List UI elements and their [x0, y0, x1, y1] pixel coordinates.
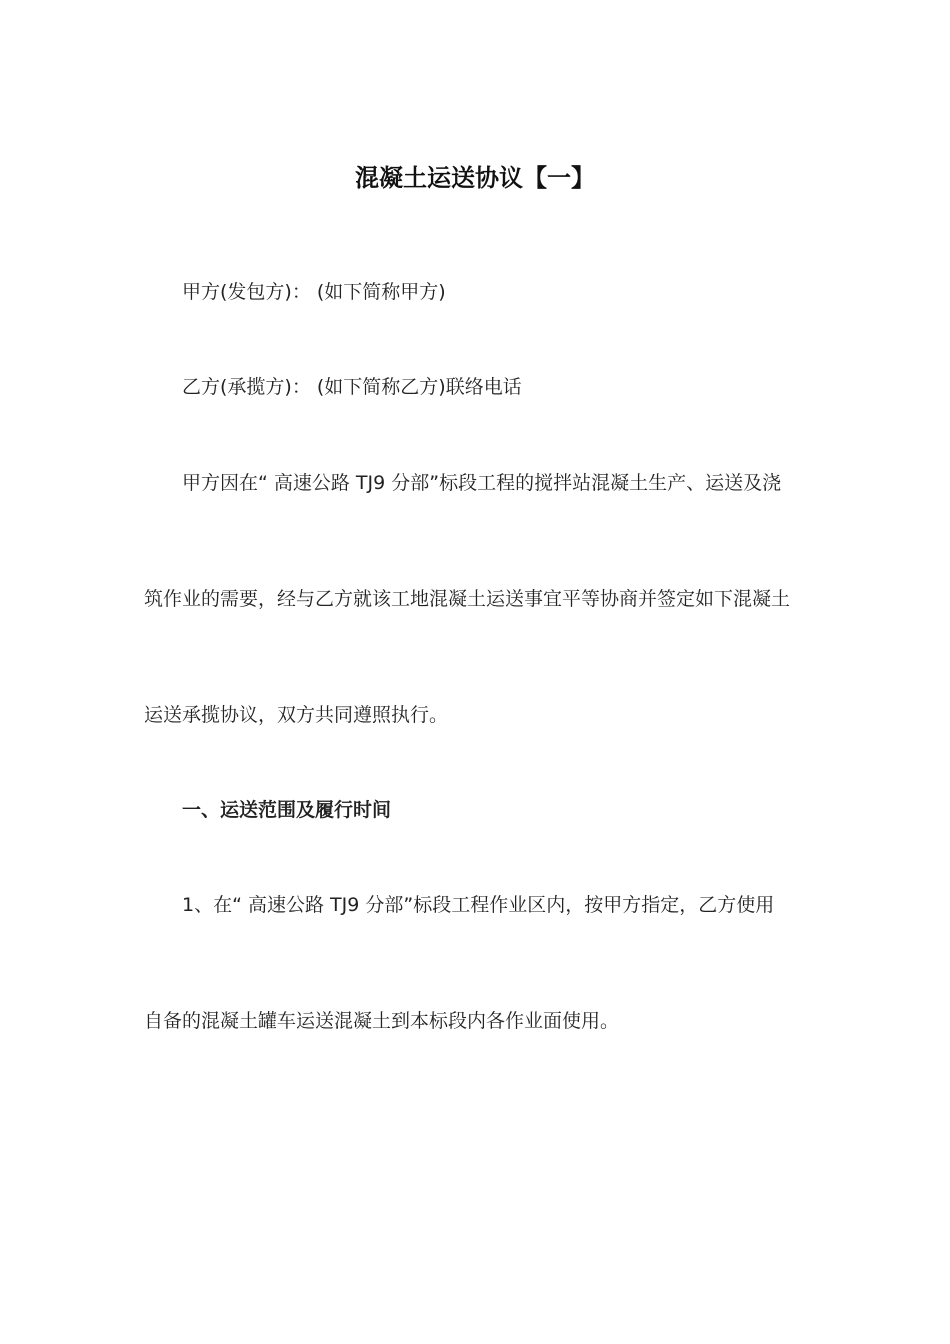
party-b-line: 乙方(承揽方)： (如下简称乙方)联络电话	[182, 376, 522, 398]
intro-line-3: 运送承揽协议，双方共同遵照执行。	[144, 704, 449, 726]
clause-1-line-1: 1、在“ 高速公路 TJ9 分部”标段工程作业区内，按甲方指定，乙方使用	[182, 894, 775, 916]
intro-line-2: 筑作业的需要，经与乙方就该工地混凝土运送事宜平等协商并签定如下混凝土	[144, 588, 791, 610]
party-a-line: 甲方(发包方)： (如下简称甲方)	[182, 281, 446, 303]
document-title: 混凝土运送协议【一】	[355, 164, 595, 192]
clause-1-line-2: 自备的混凝土罐车运送混凝土到本标段内各作业面使用。	[144, 1010, 620, 1032]
intro-line-1: 甲方因在“ 高速公路 TJ9 分部”标段工程的搅拌站混凝土生产、运送及浇	[182, 472, 782, 494]
section-heading: 一、运送范围及履行时间	[182, 799, 392, 821]
